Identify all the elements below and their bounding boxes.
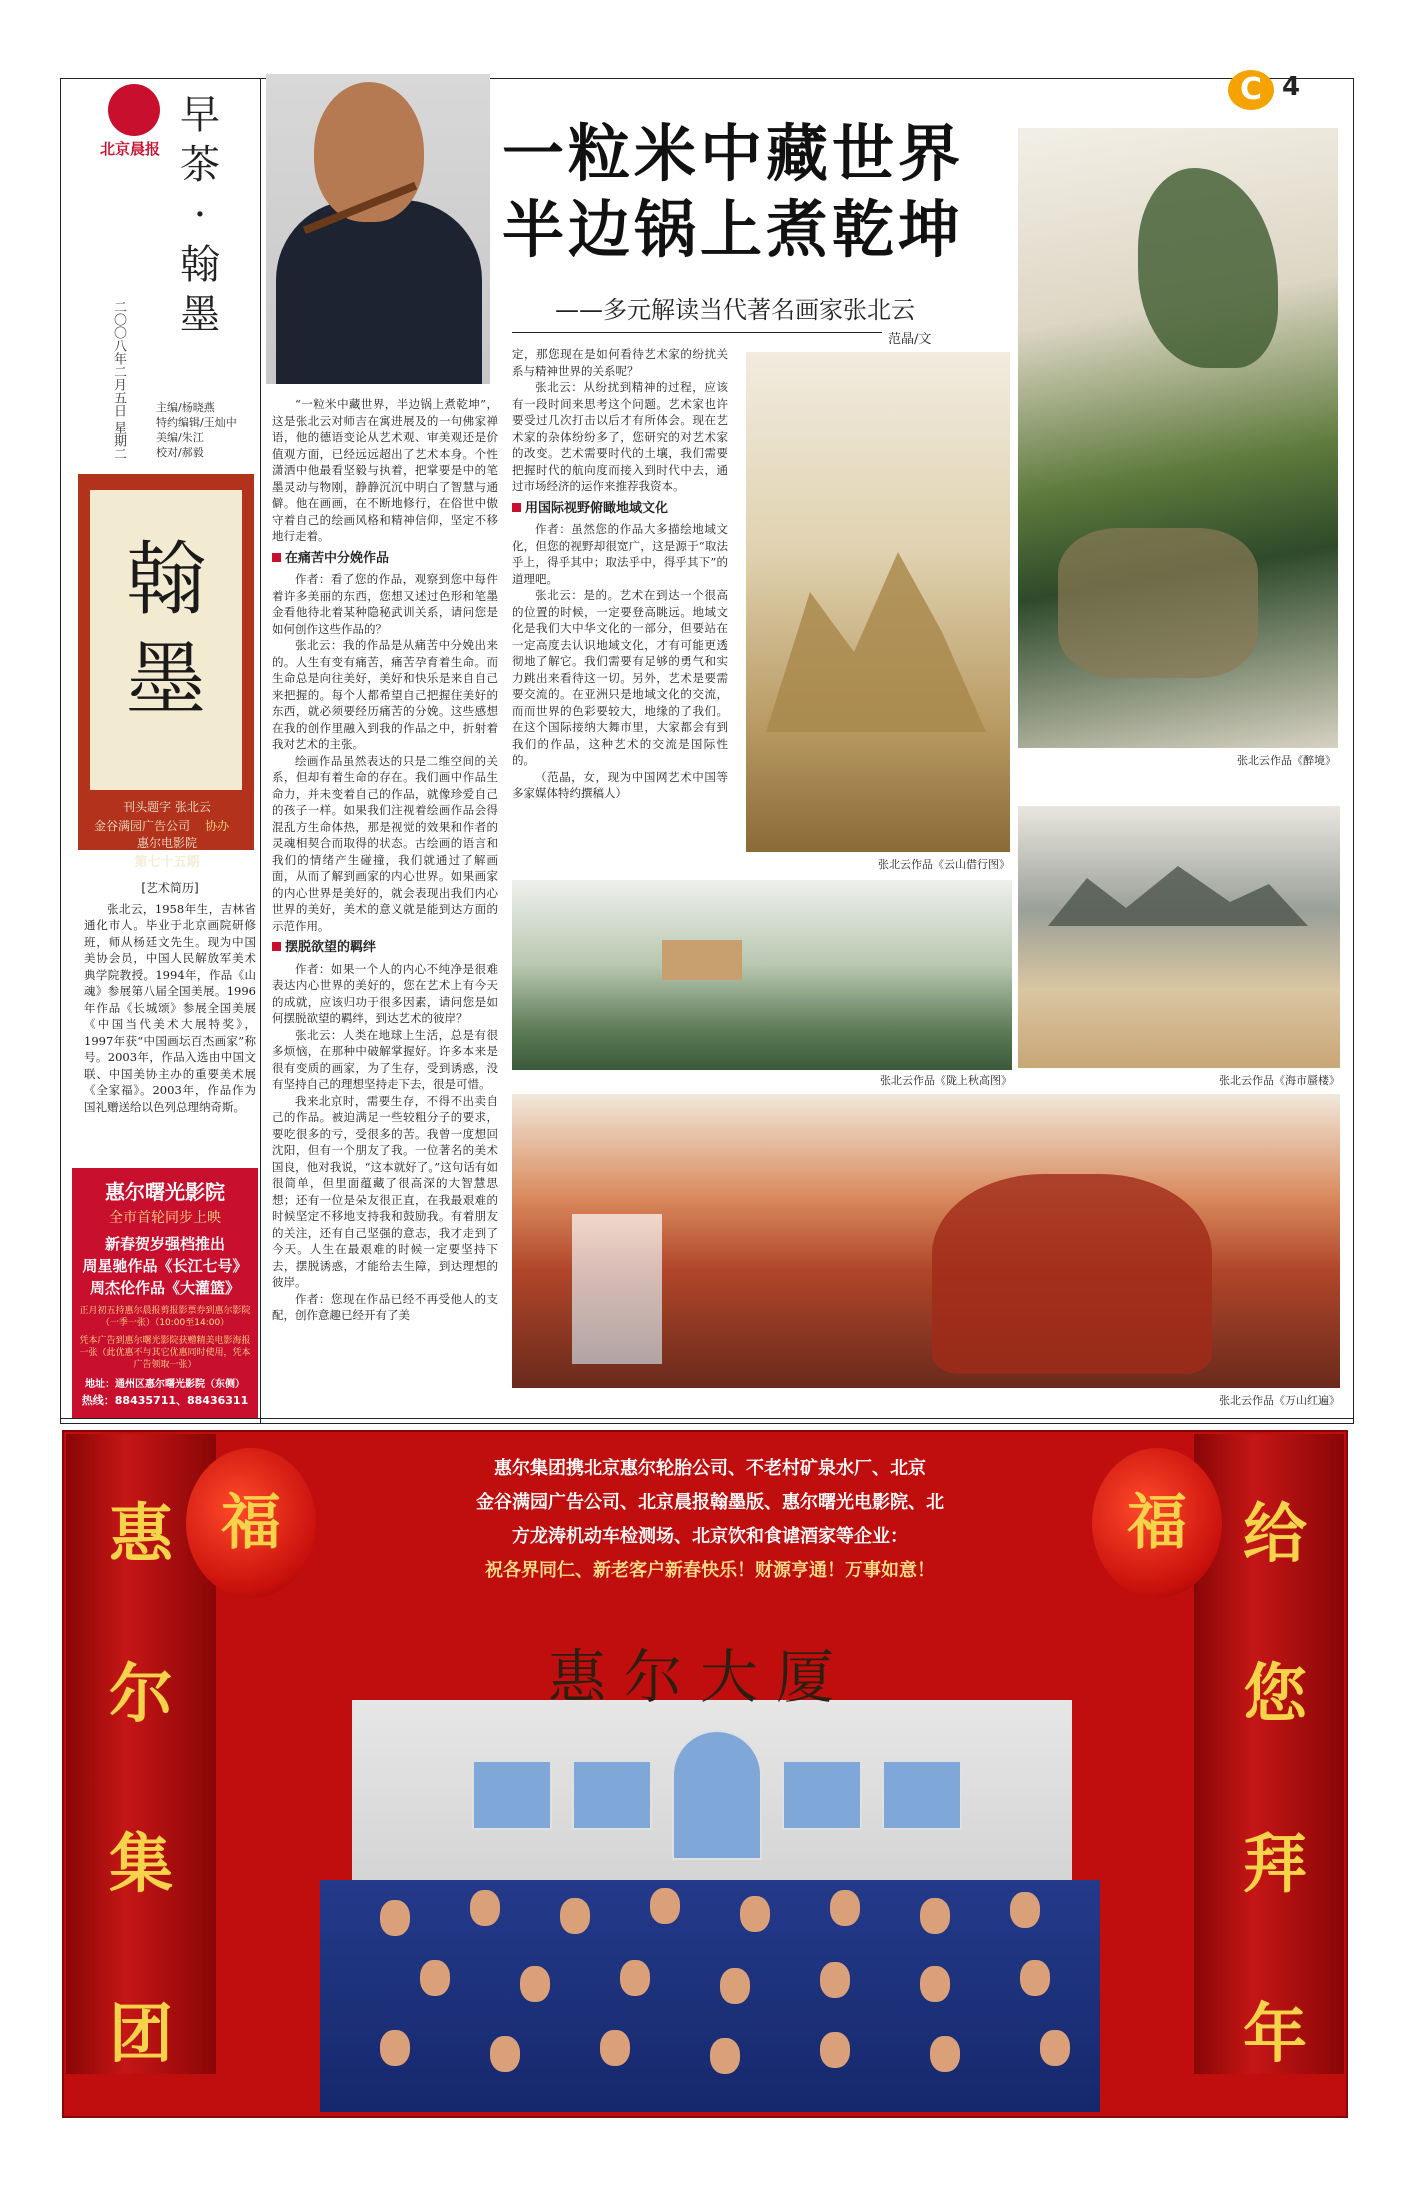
- cinema-address: 地址：通州区惠尔曙光影院（东侧）: [85, 1379, 245, 1390]
- column-title: 早茶·翰墨: [180, 92, 220, 338]
- painting-caption: 张北云作品《陇上秋高图》: [880, 1074, 1012, 1087]
- painting-haishi: [1018, 806, 1340, 1068]
- byline-rule: [512, 332, 882, 333]
- section-heading: 摆脱欲望的羁绊: [272, 940, 498, 957]
- painting-mountain: [766, 532, 986, 732]
- intro-paragraph: “一粒米中藏世界，半边锅上煮乾坤”，这是张北云对师吉在寓进展及的一句佛家禅语，他的德语变论从艺术观、审美观还是价值观方面，已经远远超出了艺术本身。个性潇洒中他最看坚毅与执着，把掌要是中的笔墨灵动与物刚，静静沉沉中明白了智慧与通僻。他在画画，在不断地修行，在俗世中傲守着自己的绘画风格和精神信仰，坚定不移地行走着。: [272, 397, 498, 543]
- paper-name: 北京晨报: [99, 140, 160, 158]
- article-paragraph: 张北云：我的作品是从痛苦中分娩出来的。人生有变有痛苦，痛苦孕育着生命。而生命总是向往美好，美好和快乐是来自自己来把握的。每个人都希望自己把握住美好的东西，就必须要经历痛苦的分娩。这些感想在我的创作里融入到我的作品之中，折射着我对艺术的主张。: [272, 638, 498, 751]
- painting-caption: 张北云作品《云山借行图》: [878, 858, 1010, 871]
- cinema-note: 正月初五持惠尔晨报剪报影票券到惠尔影院（一季一张）（10:00至14:00）: [79, 1306, 251, 1328]
- scroll-line: 刊头题字 张北云: [123, 800, 211, 814]
- couplet-char: 团: [109, 1997, 173, 2072]
- editor-line: 特约编辑/王灿中: [156, 416, 237, 429]
- article-headline: [502, 116, 1022, 268]
- column-rule: [260, 78, 261, 1424]
- couplet-char: 拜: [1243, 1827, 1307, 1902]
- article-paragraph: 作者：如果一个人的内心不纯净是很难表达内心世界的美好的，您在艺术上有今天的成就，应该归功于很多因素，请问您是如何摆脱欲望的羁绊，到达艺术的彼岸？: [272, 961, 498, 1025]
- painting-red-mountain: [932, 1174, 1212, 1374]
- couplet-char: 惠: [109, 1497, 173, 1572]
- lantern-char: 福: [221, 1488, 281, 1558]
- painting-rock: [1058, 528, 1258, 678]
- scroll-line: 协办: [205, 819, 230, 833]
- cinema-name: 惠尔曙光影院: [105, 1180, 225, 1204]
- scroll-line: 金谷满园广告公司: [93, 819, 190, 833]
- greeting-line: 方龙涛机动车检测场、北京饮和食谑酒家等企业：: [512, 1526, 908, 1547]
- lantern-char: 福: [1127, 1488, 1187, 1558]
- calligraphy-title: 翰墨: [126, 533, 206, 726]
- artist-bio: [84, 880, 256, 1115]
- section-heading: 在痛苦中分娩作品: [272, 551, 498, 568]
- article-paragraph: 张北云：是的。艺术在到达一个很高的位置的时候，一定要登高眺远。地域文化是我们大中华文化的一部分，但要站在一定高度去认识地域文化，才有可能更透彻地了解它。我们需要有足够的勇气和实力跳出来看待这一切。另外，艺术是要需要交流的。在亚洲只是地域文化的交流，而而世界的色彩要较大，地缘的了我们。在这个国际接纳大舞市里，大家都会有到我们的作品，这种艺术的交流是国际性的。: [512, 588, 728, 767]
- article-paragraph: 张北云：人类在地球上生活，总是有很多烦恼，在那种中破解掌握好。许多本来是很有变质的画家，为了生存，受到诱惑，没有坚持自己的理想坚持走下去，很是可惜。: [272, 1027, 498, 1091]
- couplet-char: 尔: [109, 1657, 173, 1732]
- newspaper-logo-icon: [108, 84, 160, 136]
- headline-line: 一粒米中藏世界: [502, 117, 965, 190]
- cinema-line: 周星驰作品《长江七号》: [82, 1257, 248, 1275]
- cinema-note: 凭本广告到惠尔曙光影院获赠精美电影海报一张（此优惠不与其它优惠同时使用，凭本广告领取一张）: [79, 1336, 251, 1370]
- article-paragraph: 作者：看了您的作品，观察到您中每件着许多美丽的东西，您想又述过色形和笔墨金看他待北着某种隐秘武训关系，请问您是如何创作这些作品的？: [272, 572, 498, 636]
- headline-line: 半边锅上煮乾坤: [502, 193, 965, 266]
- bio-text: 张北云，1958年生，吉林省通化市人。毕业于北京画院研修班，师从杨廷文先生。现为中国美协会员，中国人民解放军美术典学院教授。1994年，作品《山魂》参展第八届全国美展。1996年作品《长城颂》参展全国美展《中国当代美术大展特奖》，1997年获“中国画坛百杰画家”称号。2003年，作品入选由中国文联、中国美协主办的重要美术展《全家福》。2003年，作品作为国礼赠送给以色列总理纳奇斯。: [84, 901, 256, 1114]
- editor-line: 主编/杨晓燕: [156, 401, 215, 414]
- couplet-char: 给: [1243, 1497, 1307, 1572]
- greeting-line: 祝各界同仁、新老客户新春快乐！财源亨通！万事如意！: [485, 1560, 935, 1581]
- editor-credits: [156, 400, 256, 460]
- advert-border: [62, 1430, 1348, 2118]
- scroll-credits: [92, 798, 242, 870]
- article-column-2: [512, 346, 728, 846]
- section-rule: [60, 1418, 1354, 1419]
- couplet-char: 您: [1243, 1657, 1307, 1732]
- cinema-slogan: 全市首轮同步上映: [109, 1210, 221, 1226]
- article-subheadline: ——多元解读当代著名画家张北云: [555, 296, 915, 324]
- cinema-line: 新春贺岁强档推出: [104, 1235, 225, 1253]
- painting-caption: 张北云作品《万山红遍》: [1219, 1394, 1340, 1407]
- article-byline: 范晶/文: [888, 332, 932, 347]
- greeting-line: 惠尔集团携北京惠尔轮胎公司、不老村矿泉水厂、北京: [494, 1458, 926, 1479]
- editor-line: 校对/郝毅: [156, 446, 204, 459]
- painting-caption: 张北云作品《醉境》: [1237, 754, 1336, 767]
- article-paragraph: 定，那您现在是如何看待艺术家的纷扰关系与精神世界的关系呢？: [512, 347, 728, 378]
- painting-waterfall: [572, 1214, 662, 1364]
- cinema-advert: [72, 1168, 258, 1418]
- cinema-hotline: 热线：88435711、88436311: [81, 1394, 249, 1407]
- painting-zuijing: [1018, 128, 1338, 748]
- painting-caption: 张北云作品《海市蜃楼》: [1219, 1074, 1340, 1087]
- painting-yunshan: [746, 352, 1010, 852]
- greeting-line: 金谷满园广告公司、北京晨报翰墨版、惠尔曙光电影院、北: [476, 1492, 944, 1513]
- scroll-paper: [90, 490, 242, 790]
- author-note: （范晶，女，现为中国网艺术中国等多家媒体特约撰稿人）: [512, 769, 728, 800]
- painting-wanshan: [512, 1094, 1340, 1388]
- bio-heading: [艺术简历]: [141, 881, 199, 895]
- page-number: 4: [1282, 72, 1301, 102]
- painting-peaks: [1048, 866, 1308, 926]
- article-paragraph: 张北云：从纷扰到精神的过程，应该有一段时间来思考这个问题。艺术家也许要受过几次打击以后才有所体会。现在艺术家的杂体纷纷多了，您研究的对艺术家的改变。艺术需要时代的土壤，我们需要把握时代的航向度而接入到时代中去，通过市场经济的运作来推荐我资本。: [512, 380, 728, 493]
- couplet-char: 集: [109, 1827, 173, 1902]
- article-paragraph: 绘画作品虽然表达的只是二维空间的关系，但却有着生命的存在。我们画中作品生命力，并未变着自己的作品，就像珍爱自己的孩子一样。如果我们注视着绘画作品会得混乱方生命体热，那是视觉的效果和作者的灵魂相契合而取得的状态。古绘画的语言和我们的情绪产生碰撞，我们就通过了解画面，从而了解到画家的内心世界。如果画家的内心世界是美好的，就会表现出我们内心世界的美好，美术的意义就是能到达方面的示范作用。: [272, 753, 498, 933]
- couplet-char: 年: [1243, 1997, 1307, 2072]
- scroll-line: 惠尔电影院: [136, 836, 197, 850]
- issue-date: 二〇〇八年二月五日 星期二: [111, 300, 126, 461]
- article-paragraph: 作者：您现在作品已经不再受他人的支配，创作意趣已经开有了美: [272, 1291, 498, 1322]
- article-paragraph: 作者：虽然您的作品大多描绘地域文化，但您的视野却很宽广，这是源于“取法乎上，得乎其中；取法乎中，得乎其下”的道理吧。: [512, 522, 728, 586]
- painting-tree: [1138, 168, 1278, 368]
- article-paragraph: 我来北京时，需要生存，不得不出卖自己的作品。被迫满足一些较粗分子的要求，要吃很多的亏，受很多的苦。我曾一度想回沈阳，但有一个朋友了我。一位著名的美术国良，他对我说，“这本就好了。”这句话有如很简单，但里面蕴藏了很高深的大智慧思想；还有一位是朵友很正直，在我最艰难的时候坚定不移地支持我和鼓励我。有着朋友的关注，还有自己坚强的意志，我才走到了今天。人生在最艰难的时候一定要坚持下去，摆脱诱惑，才能给去生障，到达理想的彼岸。: [272, 1093, 498, 1289]
- editor-line: 美编/朱江: [156, 431, 204, 444]
- painting-house: [662, 940, 742, 980]
- page-letter: C: [1239, 72, 1263, 107]
- building-sign: 惠尔大厦: [547, 1643, 852, 1711]
- article-column-1: [272, 396, 498, 1418]
- scroll-issue: 第七十五期: [134, 855, 200, 870]
- page-letter-badge: [1228, 70, 1274, 110]
- cinema-line: 周杰伦作品《大灌篮》: [89, 1279, 240, 1297]
- section-heading: 用国际视野俯瞰地域文化: [512, 501, 728, 518]
- painting-longshang: [512, 880, 1012, 1070]
